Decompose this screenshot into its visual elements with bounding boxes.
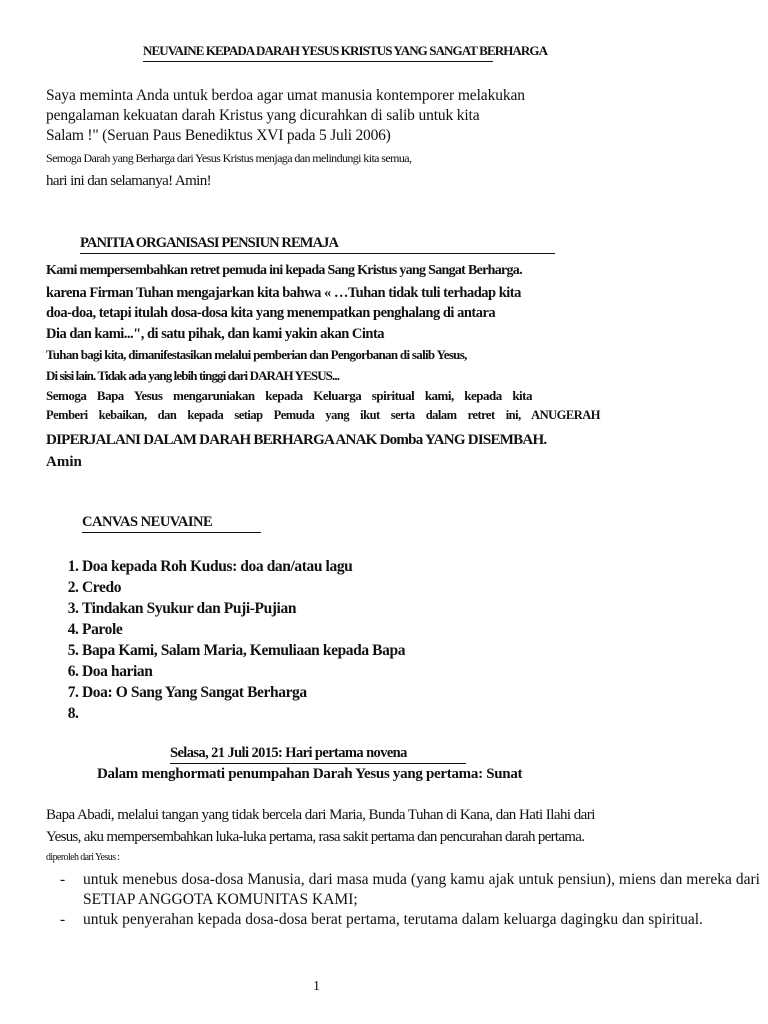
canvas-heading-underline: [82, 532, 261, 533]
section1-line-9: DIPERJALANI DALAM DARAH BERHARGA ANAK Domba YANG DISEMBAH.: [46, 432, 547, 448]
bullet-text: untuk menebus dosa-dosa Manusia, dari masa muda (yang kamu ajak untuk pensiun), miens dan mereka dari SETIAP ANGGOTA KOMUNITAS KAMI;: [83, 871, 760, 908]
section1-line-5: Tuhan bagi kita, dimanifestasikan melalui pemberian dan Pengorbanan di salib Yesus,: [46, 347, 467, 362]
intro-line-1: Saya meminta Anda untuk berdoa agar umat manusia kontemporer melakukan: [46, 87, 525, 104]
list-item: [60, 870, 760, 910]
day1-paragraph-line-1: Bapa Abadi, melalui tangan yang tidak bercela dari Maria, Bunda Tuhan di Kana, dan Hati Ilahi dari: [46, 807, 595, 823]
section1-line-3: doa-doa, tetapi itulah dosa-dosa kita yang menempatkan penghalang di antara: [46, 305, 496, 321]
day1-paragraph-line-3: diperoleh dari Yesus :: [46, 852, 120, 863]
canvas-item: 4. Parole: [82, 619, 405, 640]
canvas-item: 2. Credo: [82, 577, 405, 598]
bullet-dash: -: [60, 871, 66, 888]
bullet-dash: -: [60, 911, 66, 928]
intro-line-5: hari ini dan selamanya! Amin!: [46, 173, 212, 189]
page-number: 1: [313, 979, 320, 994]
canvas-item: 3. Tindakan Syukur dan Puji-Pujian: [82, 598, 405, 619]
section1-line-7: Semoga Bapa Yesus mengaruniakan kepada Keluarga spiritual kami, kepada kita: [46, 388, 532, 403]
bullet-text: untuk penyerahan kepada dosa-dosa berat pertama, terutama dalam keluarga dagingku dan spiritual.: [83, 911, 703, 928]
section-heading-panitia-underline: [80, 253, 555, 254]
intro-line-2: pengalaman kekuatan darah Kristus yang dicurahkan di salib untuk kita: [46, 107, 480, 124]
day1-heading-underline: [170, 763, 466, 764]
section1-line-1: Kami mempersembahkan retret pemuda ini kepada Sang Kristus yang Sangat Berharga.: [46, 263, 522, 278]
title-underline: [143, 61, 493, 62]
section1-line-10: Amin: [46, 454, 82, 470]
canvas-list: [46, 556, 405, 724]
canvas-heading: CANVAS NEUVAINE: [82, 514, 213, 530]
document-title: NEUVAINE KEPADA DARAH YESUS KRISTUS YANG SANGAT BERHARGA: [143, 43, 548, 58]
day1-bullet-list: [60, 870, 760, 930]
intro-line-3: Salam !" (Seruan Paus Benediktus XVI pada 5 Juli 2006): [46, 127, 391, 144]
canvas-item: [82, 703, 405, 724]
section1-line-6: Di sisi lain. Tidak ada yang lebih tinggi dari DARAH YESUS...: [46, 368, 340, 383]
intro-line-4: Semoga Darah yang Berharga dari Yesus Kristus menjaga dan melindungi kita semua,: [46, 151, 412, 165]
section1-line-4: Dia dan kami...", di satu pihak, dan kami yakin akan Cinta: [46, 326, 385, 342]
canvas-item: 7. Doa: O Sang Yang Sangat Berharga: [82, 682, 405, 703]
section1-line-2: karena Firman Tuhan mengajarkan kita bahwa « …Tuhan tidak tuli terhadap kita: [46, 285, 521, 301]
day1-paragraph-line-2: Yesus, aku mempersembahkan luka-luka pertama, rasa sakit pertama dan pencurahan darah pertama.: [46, 829, 585, 845]
canvas-item: 6. Doa harian: [82, 661, 405, 682]
day1-heading: Selasa, 21 Juli 2015: Hari pertama novena: [170, 745, 407, 761]
canvas-item: 1. Doa kepada Roh Kudus: doa dan/atau lagu: [82, 556, 405, 577]
section1-line-8: Pemberi kebaikan, dan kepada setiap Pemuda yang ikut serta dalam retret ini, ANUGERAH: [46, 408, 600, 422]
section-heading-panitia: PANITIA ORGANISASI PENSIUN REMAJA: [80, 235, 339, 251]
canvas-item: 5. Bapa Kami, Salam Maria, Kemuliaan kepada Bapa: [82, 640, 405, 661]
day1-subheading: Dalam menghormati penumpahan Darah Yesus yang pertama: Sunat: [97, 766, 523, 782]
list-item: [60, 910, 760, 930]
